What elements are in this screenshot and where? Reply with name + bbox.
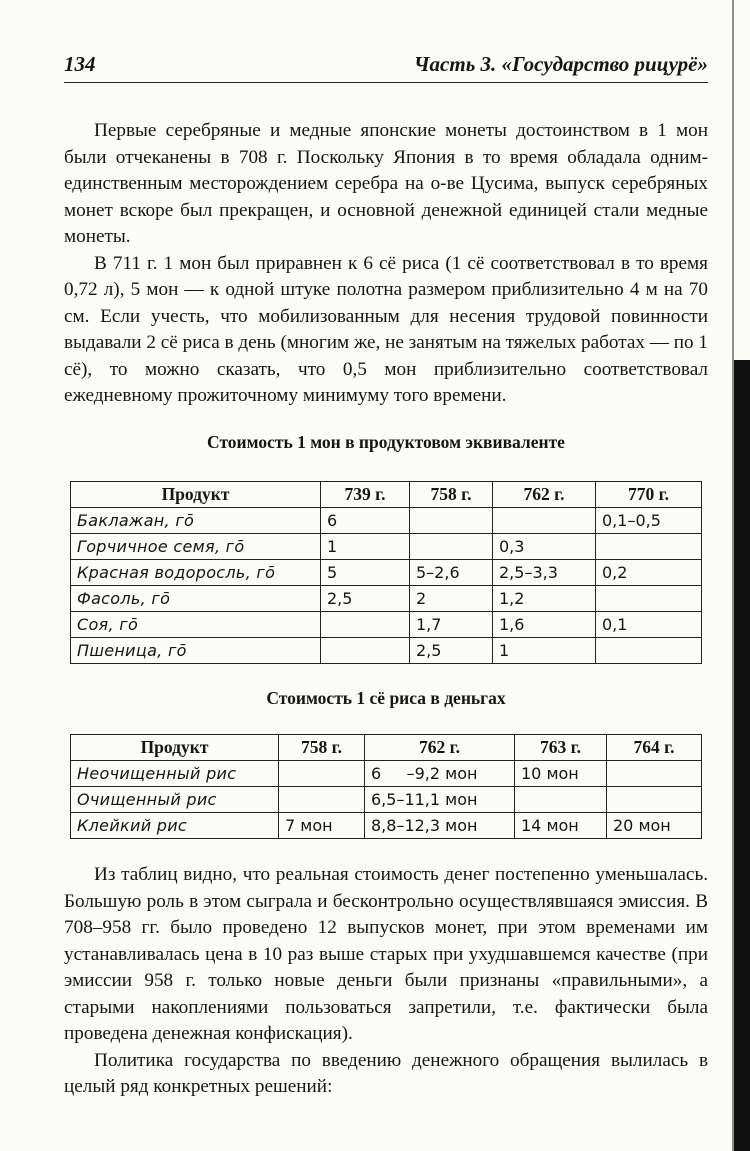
value-cell [596,534,702,560]
value-cell: 0,1–0,5 [596,508,702,534]
value-cell: 2 [410,586,493,612]
cost-in-products-table [70,481,702,664]
value-cell: 6,5–11,1 мон [365,787,515,813]
column-header: 764 г. [607,735,702,761]
value-cell [321,612,410,638]
value-cell: 2,5 [410,638,493,664]
rice-price-table [70,734,702,839]
value-cell: 8,8–12,3 мон [365,813,515,839]
header-rule [64,82,708,83]
value-cell: 1,2 [493,586,596,612]
product-cell: Соя, гō [71,612,321,638]
value-cell: 10 мон [515,761,607,787]
value-cell: 2,5 [321,586,410,612]
intro-text [64,118,708,410]
paragraph: Первые серебряные и медные японские монеты достоинством в 1 мон были отчеканены в 708 г. Поскольку Япония в то время обладала одним-единственным месторождением серебра на о-ве Цусима, выпуск серебряных монет вскоре был прекращен, и основной денежной единицей стали медные монеты. [64,120,708,247]
column-header: 770 г. [596,482,702,508]
table-row [71,787,702,813]
table-row [71,534,702,560]
value-cell [607,761,702,787]
paragraph: Из таблиц видно, что реальная стоимость денег постепенно уменьшалась. Большую роль в этом сыграла и бесконтрольно осуществлявшаяся эмиссия. В 708–958 гг. было проведено 12 выпусков монет, при этом временами им устанавливалась цена в 10 раз выше старых при ухудшавшемся качестве (при эмиссии 958 г. только новые деньги были признаны «правильными», а старыми накоплениями пользоваться запретили, т.е. фактически была проведена денежная конфискация). [64,864,708,1044]
product-cell: Неочищенный рис [71,761,279,787]
column-header: 762 г. [365,735,515,761]
value-cell: 20 мон [607,813,702,839]
value-cell: 2,5–3,3 [493,560,596,586]
paragraph: Политика государства по введению денежного обращения вылилась в целый ряд конкретных решений: [64,1049,708,1097]
table-row [71,638,702,664]
column-header: Продукт [71,735,279,761]
product-cell: Фасоль, гō [71,586,321,612]
table2-caption: Стоимость 1 сё риса в деньгах [266,688,506,708]
value-cell: 0,2 [596,560,702,586]
table-row [71,612,702,638]
running-header [64,52,708,78]
value-cell: 7 мон [279,813,365,839]
paragraph: В 711 г. 1 мон был приравнен к 6 сё риса (1 сё соответствовал в то время 0,72 л), 5 мон — к одной штуке полотна размером приблизительно 4 м на 70 см. Если учесть, что мобилизованным для несения трудовой повинности выдавали 2 сё риса в день (многим же, не занятым на тяжелых работах — по 1 сё), то можно сказать, что 0,5 мон приблизительно соответствовал ежедневному прожиточному минимуму того времени. [64,252,708,406]
value-cell [410,508,493,534]
table-header-row [71,735,702,761]
value-cell [279,761,365,787]
table-row [71,813,702,839]
table-row [71,586,702,612]
value-cell: 6 [321,508,410,534]
value-cell: 1 [493,638,596,664]
value-cell: 1,6 [493,612,596,638]
value-cell [607,787,702,813]
table-row [71,508,702,534]
column-header: 758 г. [279,735,365,761]
conclusion-text [64,862,708,1101]
product-cell: Клейкий рис [71,813,279,839]
table-row [71,560,702,586]
page-edge-dark [734,360,750,1151]
value-cell [410,534,493,560]
running-title: Часть 3. «Государство рицурё» [413,52,708,76]
value-cell: 5 [321,560,410,586]
column-header: Продукт [71,482,321,508]
value-cell: 1 [321,534,410,560]
page-number: 134 [64,52,96,76]
product-cell: Баклажан, гō [71,508,321,534]
value-cell [515,787,607,813]
value-cell: 5–2,6 [410,560,493,586]
table-header-row [71,482,702,508]
value-cell [321,638,410,664]
table1-caption: Стоимость 1 мон в продуктовом эквиваленте [207,432,565,452]
product-cell: Пшеница, гō [71,638,321,664]
value-cell [279,787,365,813]
value-cell: 0,1 [596,612,702,638]
column-header: 763 г. [515,735,607,761]
product-cell: Очищенный рис [71,787,279,813]
value-cell [493,508,596,534]
product-cell: Горчичное семя, гō [71,534,321,560]
value-cell: 0,3 [493,534,596,560]
column-header: 739 г. [321,482,410,508]
value-cell: 1,7 [410,612,493,638]
value-cell: 14 мон [515,813,607,839]
column-header: 758 г. [410,482,493,508]
value-cell [596,638,702,664]
column-header: 762 г. [493,482,596,508]
value-cell [596,586,702,612]
table-row [71,761,702,787]
value-cell: 6 –9,2 мон [365,761,515,787]
product-cell: Красная водоросль, гō [71,560,321,586]
